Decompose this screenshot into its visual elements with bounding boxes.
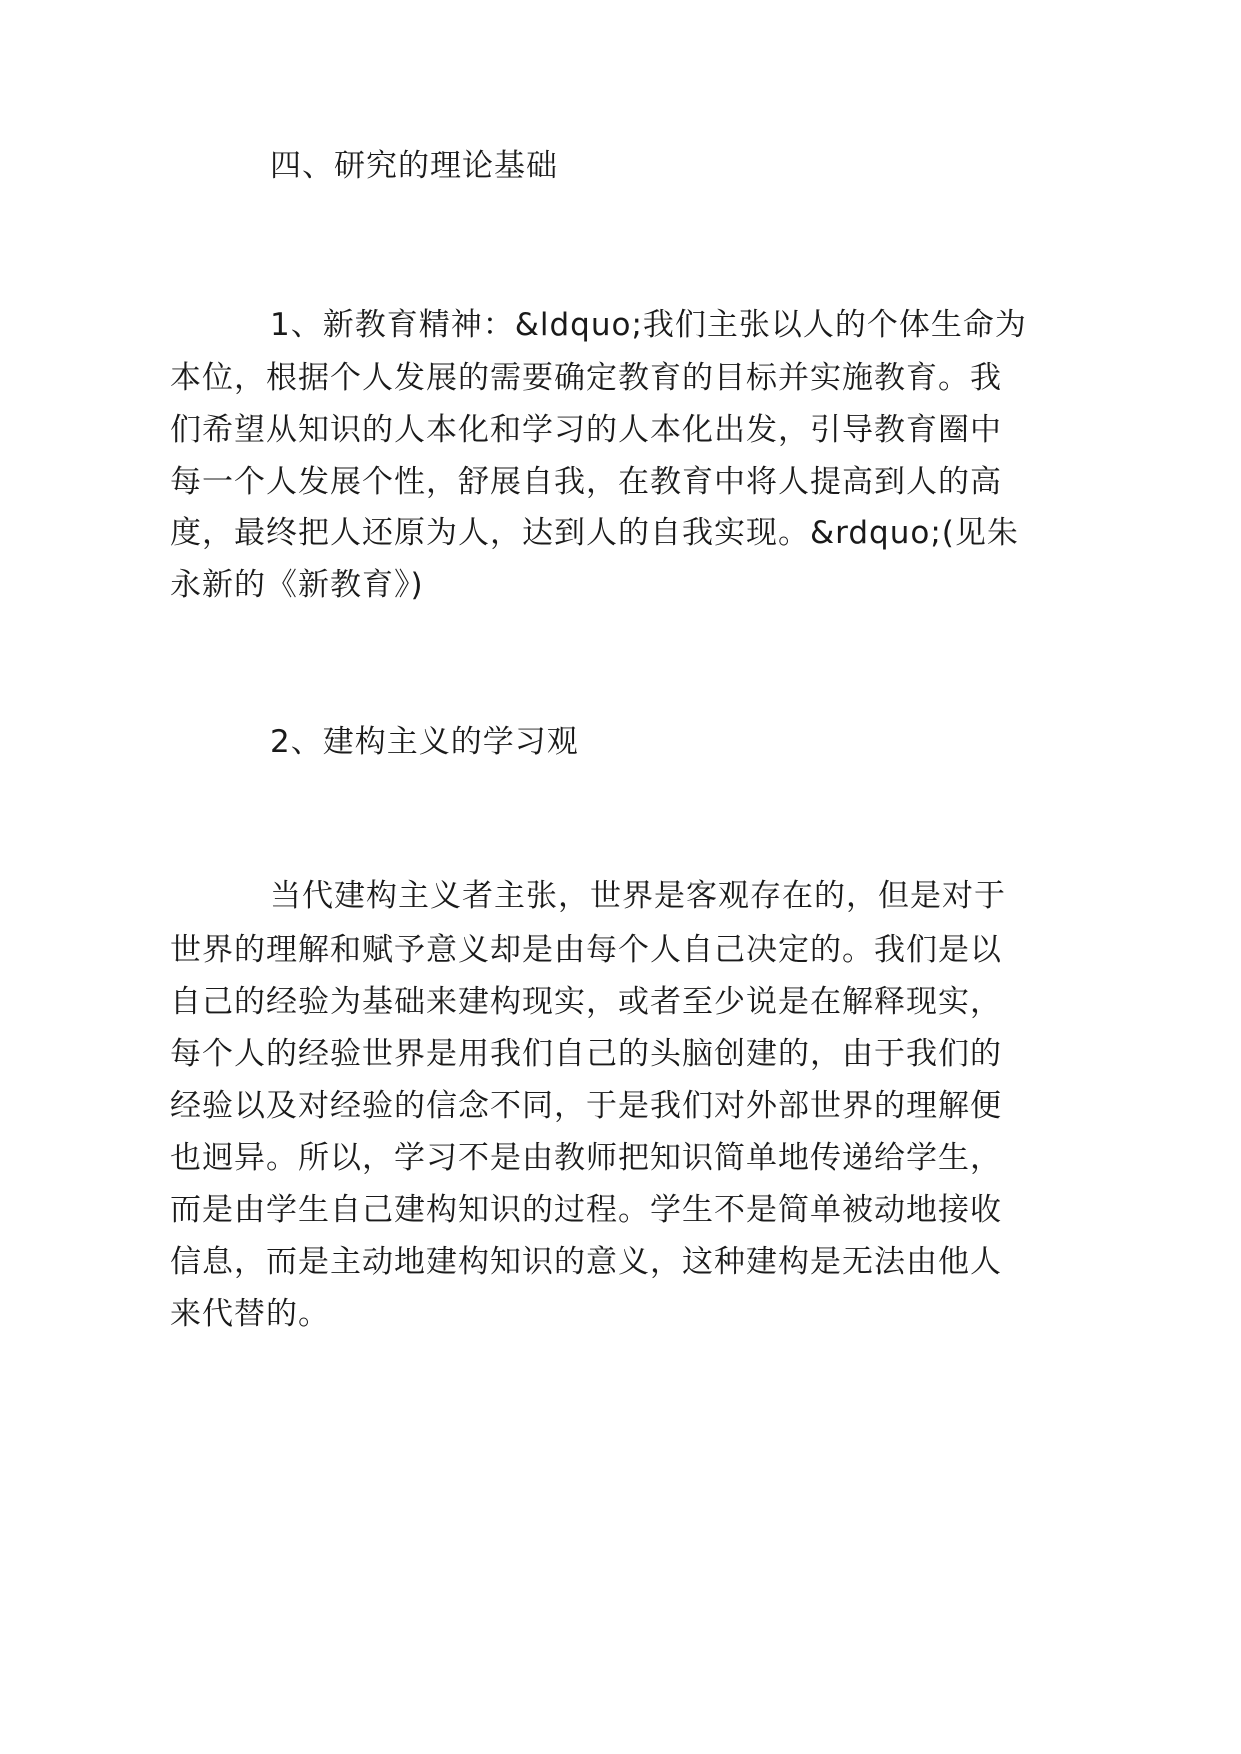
section-heading: 四、研究的理论基础: [270, 148, 558, 184]
item2-line: 经验以及对经验的信念不同，于是我们对外部世界的理解便: [170, 1088, 1002, 1124]
item1-line: 们希望从知识的人本化和学习的人本化出发，引导教育圈中: [170, 412, 1002, 448]
item2-line: 世界的理解和赋予意义却是由每个人自己决定的。我们是以: [170, 932, 1002, 968]
item1-line: 度，最终把人还原为人，达到人的自我实现。&rdquo;(见朱: [170, 515, 1019, 551]
item2-line: 当代建构主义者主张，世界是客观存在的，但是对于: [270, 878, 1006, 914]
item2-line: 也迥异。所以，学习不是由教师把知识简单地传递给学生，: [170, 1140, 1002, 1176]
item2-line: 自己的经验为基础来建构现实，或者至少说是在解释现实，: [170, 984, 1002, 1020]
item1-line: 每一个人发展个性，舒展自我，在教育中将人提高到人的高: [170, 464, 1002, 500]
item2-line: 每个人的经验世界是用我们自己的头脑创建的，由于我们的: [170, 1036, 1002, 1072]
item2-line: 而是由学生自己建构知识的过程。学生不是简单被动地接收: [170, 1192, 1002, 1228]
item2-heading: 2、建构主义的学习观: [270, 724, 579, 760]
item2-line: 信息，而是主动地建构知识的意义，这种建构是无法由他人: [170, 1244, 1002, 1280]
item1-line: 1、新教育精神：&ldquo;我们主张以人的个体生命为: [270, 307, 1027, 343]
item1-line: 永新的《新教育》): [170, 567, 424, 603]
item2-line: 来代替的。: [170, 1296, 330, 1332]
item1-line: 本位，根据个人发展的需要确定教育的目标并实施教育。我: [170, 360, 1002, 396]
